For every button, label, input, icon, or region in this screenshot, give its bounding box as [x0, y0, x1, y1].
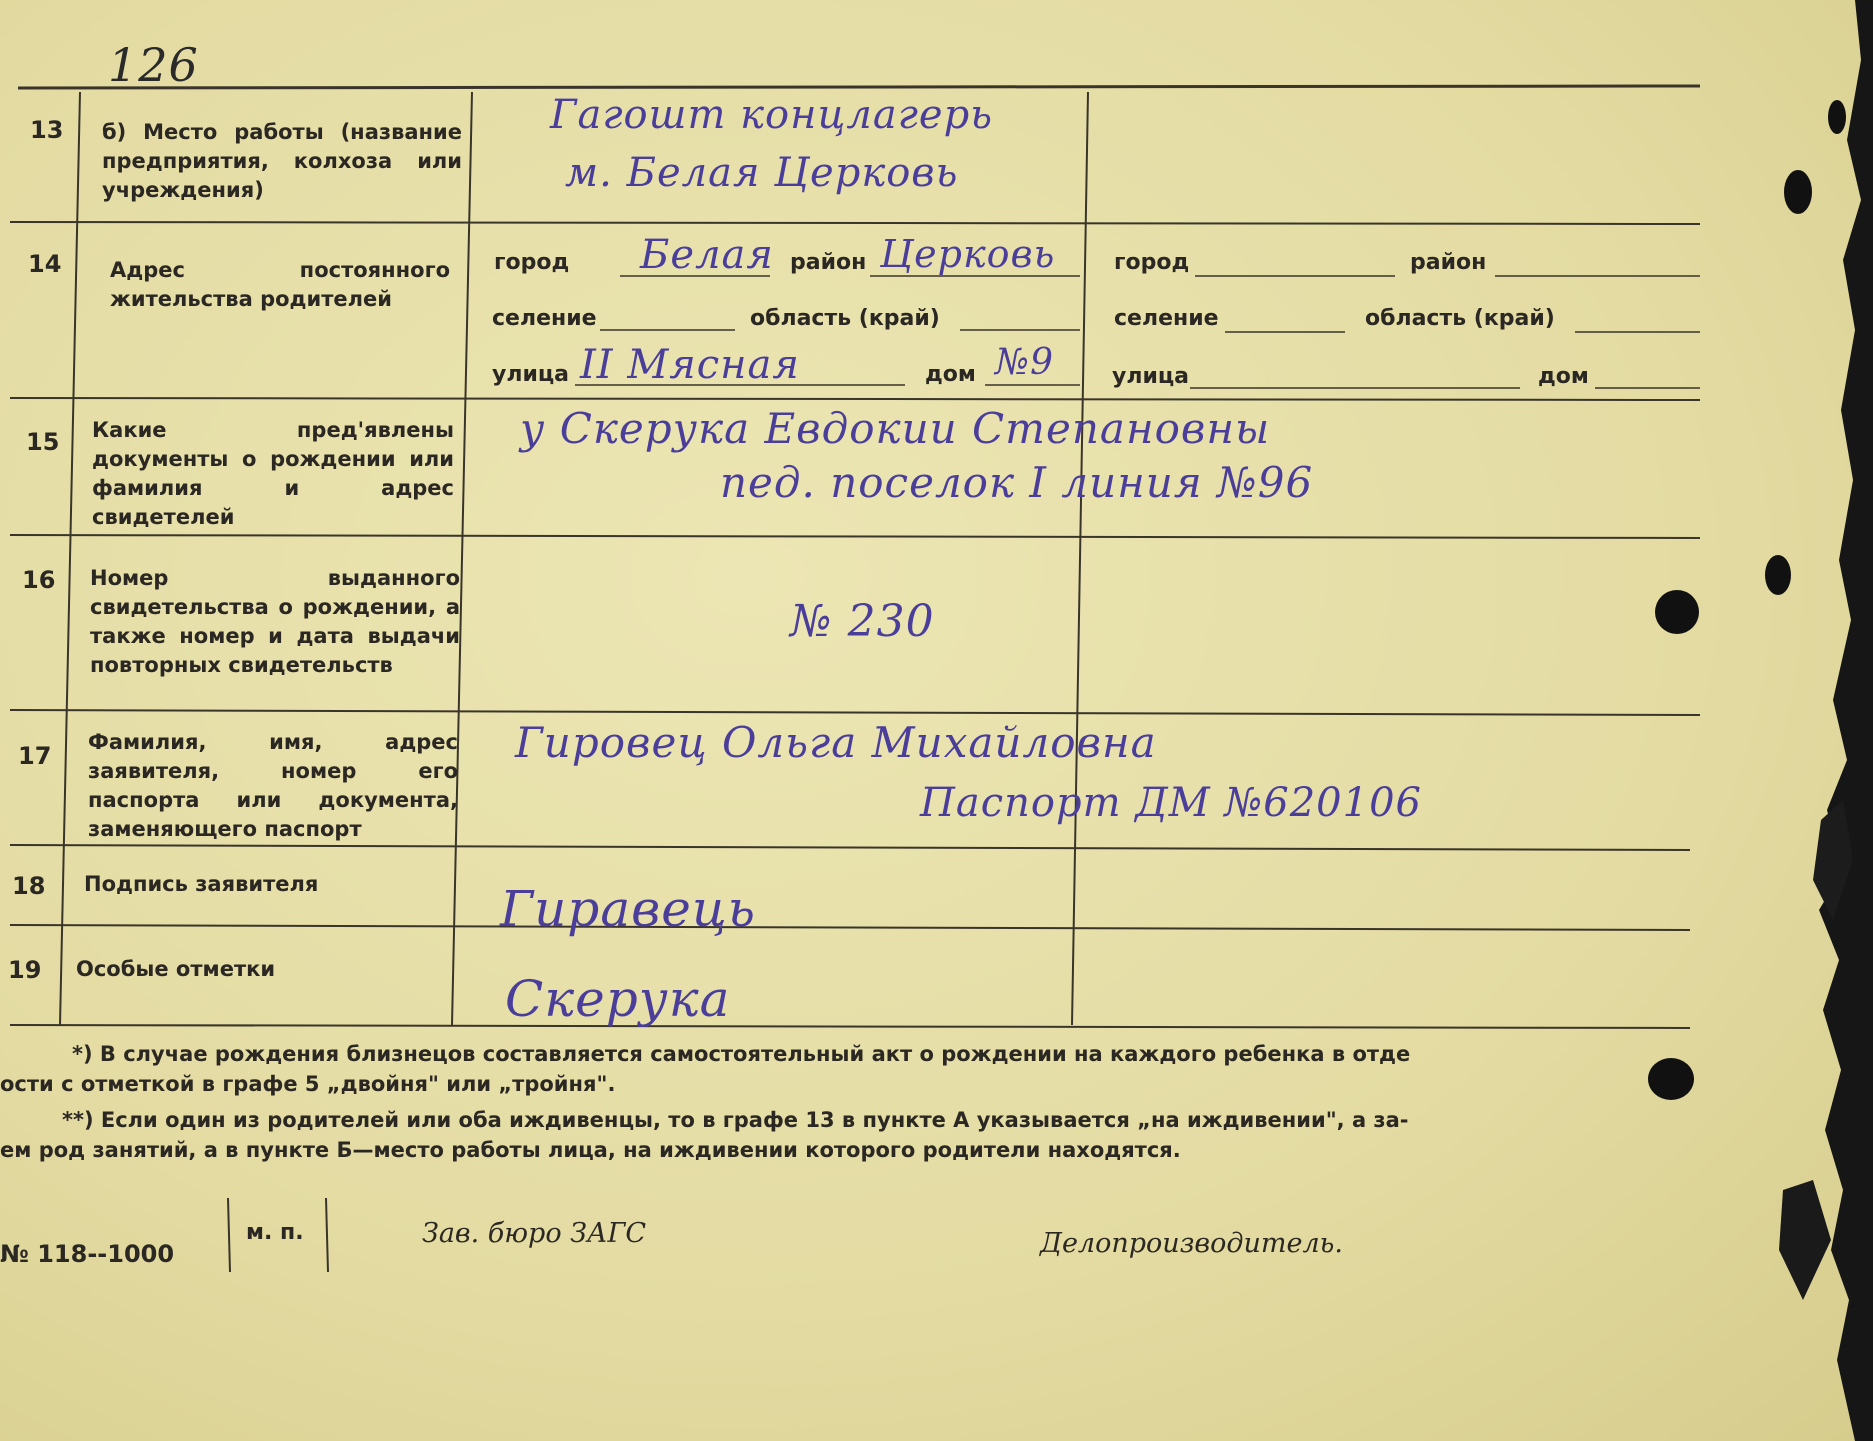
region-label-2: область (край) — [1365, 306, 1555, 331]
street-label-2: улица — [1112, 364, 1190, 389]
workplace-line1: Гагошт концлагерь — [550, 92, 993, 138]
row-label-documents: Какие пред'явлены документы о рождении или фамилия и адрес свидетелей — [92, 418, 454, 529]
row-number: 15 — [26, 428, 60, 456]
row-label-workplace: б) Место работы (название предприятия, колхоза или учреждения) — [102, 120, 462, 202]
footnote-dependents-line1: **) Если один из родителей или оба иждивенцы, то в графе 13 в пункте А указывается „на иждивении", а за- — [62, 1108, 1409, 1132]
documents-line2: пед. поселок I линия №96 — [720, 458, 1314, 507]
village-label-2: селение — [1114, 306, 1219, 331]
row-number: 13 — [30, 116, 64, 144]
address-city-value: Белая — [640, 232, 774, 278]
certificate-number-value: № 230 — [790, 596, 935, 647]
row-number: 14 — [28, 250, 62, 278]
footnote-twins-line2: ости с отметкой в графе 5 „двойня" или „тройня". — [0, 1072, 616, 1096]
district-label: район — [790, 250, 867, 275]
row-label-signature: Подпись заявителя — [84, 872, 319, 896]
applicant-signature: Гиравець — [500, 880, 756, 938]
print-code: № 118--1000 — [0, 1240, 175, 1268]
address-street-value: II Мясная — [580, 342, 800, 388]
row-number: 19 — [8, 956, 42, 984]
city-label-2: город — [1114, 250, 1190, 275]
applicant-name-value: Гировец Ольга Михайловна — [515, 718, 1157, 767]
row-label-special-notes: Особые отметки — [76, 957, 276, 981]
special-notes-value: Скерука — [505, 970, 731, 1028]
house-label: дом — [925, 362, 976, 387]
torn-edge — [1743, 0, 1873, 1441]
district-label-2: район — [1410, 250, 1487, 275]
street-label: улица — [492, 362, 570, 387]
city-label: город — [494, 250, 570, 275]
row-number: 18 — [12, 872, 46, 900]
region-label: область (край) — [750, 306, 940, 331]
village-label: селение — [492, 306, 597, 331]
registry-head-label: Зав. бюро ЗАГС — [422, 1218, 646, 1249]
footnote-twins-line1: *) В случае рождения близнецов составляется самостоятельный акт о рождении на каждого ребенка в отде — [72, 1042, 1411, 1066]
clerk-label: Делопроизводитель. — [1040, 1228, 1343, 1259]
address-house-value: №9 — [995, 342, 1054, 383]
row-number: 16 — [22, 566, 56, 594]
binding-hole — [1648, 1058, 1694, 1100]
documents-line1: у Скерука Евдокии Степановны — [520, 404, 1271, 453]
page-number: 126 — [108, 38, 199, 92]
workplace-line2: м. Белая Церковь — [565, 150, 959, 196]
row-number: 17 — [18, 742, 52, 770]
row-label-certificate-number: Номер выданного свидетельства о рождении, а также номер и дата выдачи повторных свидетельств — [90, 566, 460, 677]
applicant-passport-value: Паспорт ДМ №620106 — [920, 780, 1422, 826]
stamp-place-label: м. п. — [246, 1220, 304, 1245]
footnote-dependents-line2: ем род занятий, а в пункте Б—место работы лица, на иждивении которого родители находятся. — [0, 1138, 1181, 1162]
house-label-2: дом — [1538, 364, 1589, 389]
row-label-applicant: Фамилия, имя, адрес заявителя, номер его паспорта или документа, заменяющего паспорт — [88, 730, 458, 841]
row-label-address: Адрес постоянного жительства родителей — [110, 258, 450, 311]
address-district-value: Церковь — [880, 232, 1056, 276]
binding-hole — [1655, 590, 1699, 634]
